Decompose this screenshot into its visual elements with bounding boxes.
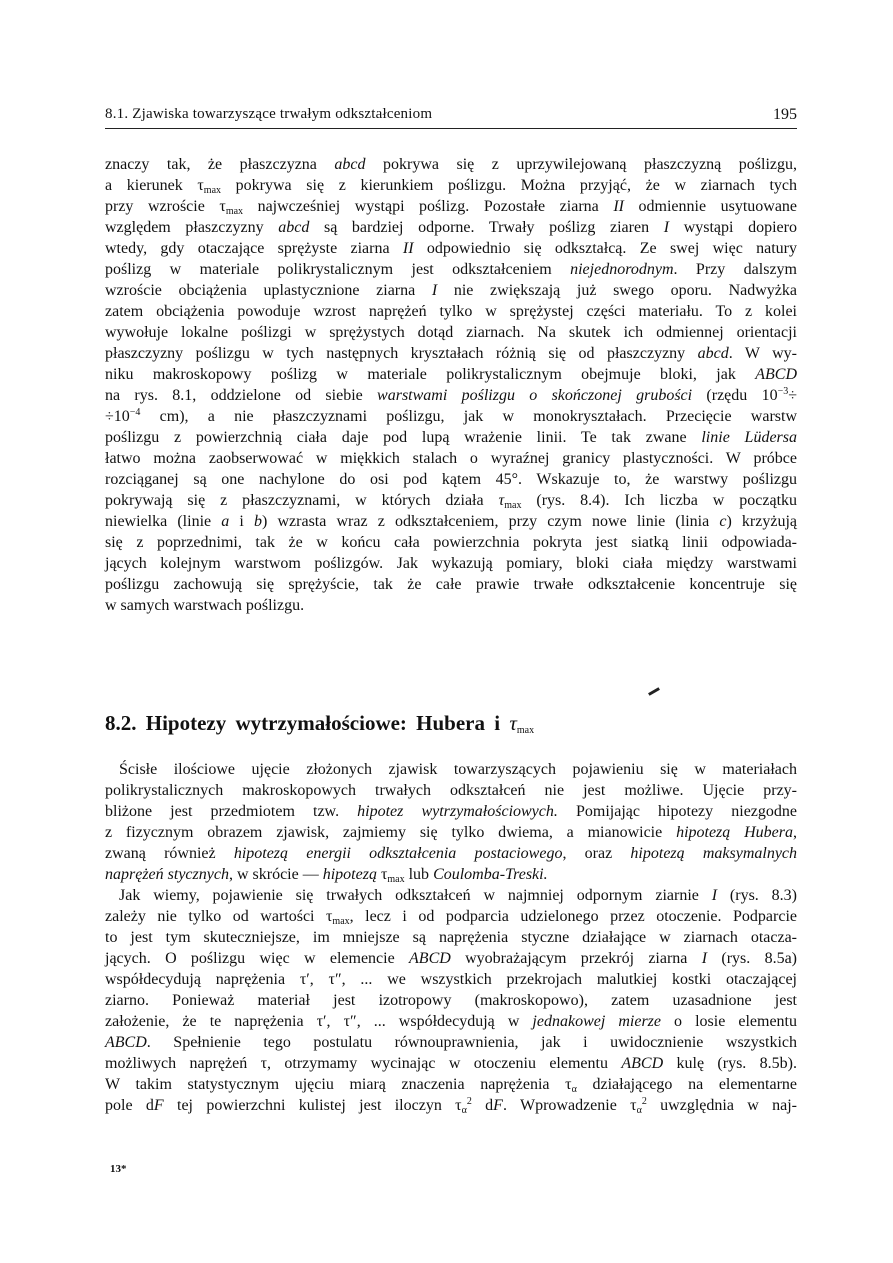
page-number: 195 bbox=[773, 106, 797, 123]
text-line: zatem obciążenia powoduje wzrost naprężeń tylko w sprężystej części materiału. To z kolei bbox=[105, 303, 797, 320]
text-line: poślizgu z powierzchnią ciała daje pod lupą wrażenie linii. Te tak zwane linie Lüdersa bbox=[105, 429, 798, 446]
text-line: się z poprzednimi, tak że w końcu cała powierzchnia pokryta jest siatką linii odpowiada- bbox=[105, 534, 797, 551]
text-line: polikrystalicznych makroskopowych trwałych odkształceń nie jest możliwe. Ujęcie przy- bbox=[105, 782, 797, 799]
text-line: poślizg w materiale polikrystalicznym jest odkształceniem niejednorodnym. Przy dalszym bbox=[105, 261, 797, 278]
text-line: pole dF tej powierzchni kulistej jest iloczyn $\tau_\alpha^2$ dF. Wprowadzenie $\tau_\alpha^2$ uwzględnia w naj- bbox=[105, 1096, 798, 1116]
text-line: $\div 10^{-4}$ cm), a nie płaszczyznami poślizgu, jak w monokryształach. Przecięcie warstw bbox=[105, 407, 797, 425]
text-line: łatwo można zaobserwować w miękkich stalach o wyraźnej granicy plastyczności. W próbce bbox=[105, 450, 797, 467]
text-line: założenie, że te naprężenia τ′, τ″, ... współdecydują w jednakowej mierze o losie elementu bbox=[105, 1013, 798, 1030]
text-line: jących. O poślizgu więc w elemencie ABCD wyobrażającym przekrój ziarna I (rys. 8.5a) bbox=[105, 950, 798, 967]
text-line: względem płaszczyzny abcd są bardziej odporne. Trwały poślizg ziaren I wystąpi dopiero bbox=[105, 219, 797, 236]
text-line: przy wzroście $\tau_{max}$ najwcześniej wystąpi poślizg. Pozostałe ziarna II odmiennie usytuowane bbox=[105, 198, 798, 217]
tau-symbol: τ bbox=[509, 711, 517, 735]
text-line: możliwych naprężeń τ, otrzymamy wycinając w otoczeniu elementu ABCD kulę (rys. 8.5b). bbox=[105, 1055, 797, 1072]
text-line: wtedy, gdy otaczające sprężyste ziarna II odpowiednio się odkształcą. Ze swej więc natury bbox=[105, 240, 797, 257]
scan-artifact-mark bbox=[648, 687, 660, 696]
text-line: naprężeń stycznych, w skrócie — hipotezą $\tau_{max}$ lub Coulomba-Treski. bbox=[105, 866, 548, 885]
text-line: W takim statystycznym ujęciu miarą znaczenia naprężenia $\tau_\alpha$ działającego na elementarne bbox=[105, 1076, 797, 1095]
header-rule bbox=[105, 128, 797, 129]
text-line: płaszczyzny poślizgu w tych następnych kryształach różnią się od płaszczyzny abcd. W wy- bbox=[105, 345, 797, 362]
text-line: to jest tym skuteczniejsze, im mniejsze są naprężenia styczne działające w ziarnach otacza- bbox=[105, 929, 797, 946]
running-head bbox=[105, 106, 797, 128]
signature-mark: 13* bbox=[110, 1163, 127, 1175]
text-line: jących kolejnym warstwom poślizgów. Jak wykazują pomiary, bloki ciała między warstwami bbox=[105, 555, 797, 572]
text-line: Jak wiemy, pojawienie się trwałych odkształceń w najmniej odpornym ziarnie I (rys. 8.3) bbox=[119, 887, 797, 904]
text-line: wzroście obciążenia uplastycznione ziarna I nie zwiększają już swego oporu. Nadwyżka bbox=[105, 282, 797, 299]
text-line: ABCD. Spełnienie tego postulatu równouprawnienia, jak i uwidocznienie wszystkich bbox=[105, 1034, 797, 1051]
text-line: niku makroskopowy poślizg w materiale polikrystalicznym obejmuje bloki, jak ABCD bbox=[105, 366, 797, 383]
text-line: bliżone jest przedmiotem tzw. hipotez wytrzymałościowych. Pomijając hipotezy niezgodne bbox=[105, 803, 797, 820]
text-line: poślizgu zachowują się sprężyście, tak że całe prawie trwałe odkształcenie koncentruje się bbox=[105, 576, 797, 593]
section-heading bbox=[105, 711, 534, 736]
text-line: niewielka (linie a i b) wzrasta wraz z odkształceniem, przy czym nowe linie (linia c) krzyżują bbox=[105, 513, 798, 530]
text-line: wywołuje lokalne poślizgi w sprężystych dotąd ziarnach. Na skutek ich odmiennej orientacji bbox=[105, 324, 797, 341]
section-heading-text: 8.2. Hipotezy wytrzymałościowe: Hubera i bbox=[105, 711, 501, 735]
text-line: rozciąganej są one nachylone do osi pod kątem 45°. Wskazuje to, że warstwy poślizgu bbox=[105, 471, 797, 488]
text-line: współdecydują naprężenia τ′, τ″, ... we wszystkich przekrojach malutkiej kostki otaczającej bbox=[105, 971, 797, 988]
running-title: 8.1. Zjawiska towarzyszące trwałym odkształceniom bbox=[105, 106, 433, 122]
text-line: a kierunek $\tau_{max}$ pokrywa się z kierunkiem poślizgu. Można przyjąć, że w ziarnach tych bbox=[105, 177, 797, 196]
text-line: na rys. 8.1, oddzielone od siebie warstwami poślizgu o skończonej grubości (rzędu $10^{-3}\div$ bbox=[105, 386, 797, 404]
text-line: z fizycznym obrazem zjawisk, zajmiemy się tylko dwiema, a mianowicie hipotezą Hubera, bbox=[105, 824, 797, 841]
text-line: zwaną również hipotezą energii odkształcenia postaciowego, oraz hipotezą maksymalnych bbox=[105, 845, 798, 862]
text-line: w samych warstwach poślizgu. bbox=[105, 597, 305, 614]
text-line: Ścisłe ilościowe ujęcie złożonych zjawisk towarzyszących pojawieniu się w materiałach bbox=[119, 761, 797, 778]
text-line: pokrywają się z płaszczyznami, w których działa $\tau_{max}$ (rys. 8.4). Ich liczba w początku bbox=[105, 492, 798, 511]
tau-subscript: max bbox=[516, 725, 535, 736]
text-line: znaczy tak, że płaszczyzna abcd pokrywa się z uprzywilejowaną płaszczyzną poślizgu, bbox=[105, 156, 797, 173]
text-line: zależy nie tylko od wartości $\tau_{max}$, lecz i od podparcia udzielonego przez otoczenie. Podparcie bbox=[105, 908, 798, 927]
text-line: ziarno. Ponieważ materiał jest izotropowy (makroskopowo), zatem uzasadnione jest bbox=[105, 992, 797, 1009]
